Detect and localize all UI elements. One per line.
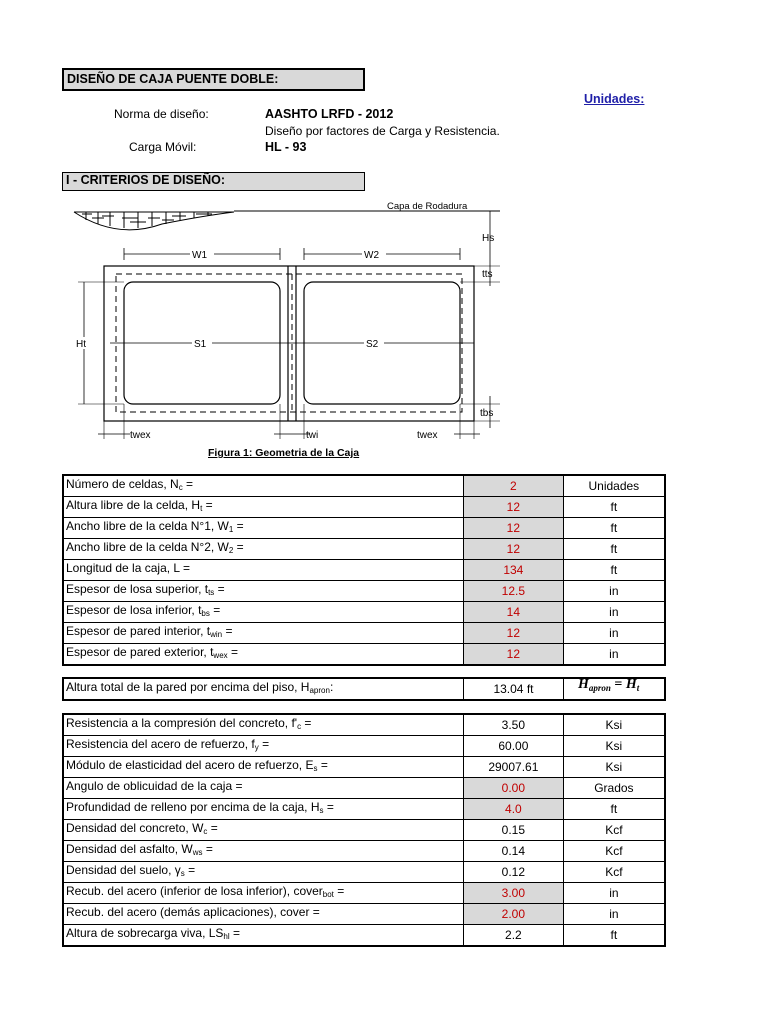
material-row bbox=[63, 757, 665, 778]
label-w2: W2 bbox=[364, 250, 379, 261]
geometry-value-input[interactable]: 134 bbox=[464, 560, 564, 581]
label-twex-left: twex bbox=[130, 430, 151, 441]
geometry-value-input[interactable]: 12 bbox=[464, 644, 564, 666]
geometry-value-input[interactable]: 12 bbox=[464, 539, 564, 560]
material-row bbox=[63, 925, 665, 947]
geometry-label: Espesor de losa superior, tts = bbox=[63, 581, 464, 602]
geometry-row bbox=[63, 475, 665, 497]
label-twi: twi bbox=[306, 430, 319, 441]
units-link[interactable]: Unidades: bbox=[584, 92, 645, 106]
material-value-input[interactable]: 3.00 bbox=[463, 883, 563, 904]
geometry-value-input[interactable]: 12 bbox=[464, 518, 564, 539]
material-value: 3.50 bbox=[463, 714, 563, 736]
geometry-unit: ft bbox=[563, 560, 665, 581]
box-geometry-figure bbox=[62, 196, 512, 458]
doc-title: DISEÑO DE CAJA PUENTE DOBLE: bbox=[62, 68, 365, 91]
geometry-row bbox=[63, 560, 665, 581]
label-tbs: tbs bbox=[480, 408, 494, 419]
material-row bbox=[63, 778, 665, 799]
label-road: Capa de Rodadura bbox=[387, 201, 468, 212]
road-surface-icon bbox=[74, 212, 234, 230]
material-label: Resistencia a la compresión del concreto, f'c = bbox=[63, 714, 463, 736]
geometry-value-input[interactable]: 12.5 bbox=[464, 581, 564, 602]
carga-label: Carga Móvil: bbox=[129, 140, 197, 154]
material-unit: Ksi bbox=[563, 757, 665, 778]
material-row bbox=[63, 736, 665, 757]
material-value: 60.00 bbox=[463, 736, 563, 757]
material-value-input[interactable]: 0.00 bbox=[463, 778, 563, 799]
material-unit: in bbox=[563, 904, 665, 925]
geometry-label: Espesor de pared exterior, twex = bbox=[63, 644, 464, 666]
material-label: Módulo de elasticidad del acero de refuerzo, Es = bbox=[63, 757, 463, 778]
label-s2: S2 bbox=[366, 339, 379, 350]
apron-value: 13.04 ft bbox=[464, 678, 564, 700]
materials-table bbox=[62, 713, 666, 947]
geometry-label: Longitud de la caja, L = bbox=[63, 560, 464, 581]
material-label: Altura de sobrecarga viva, LShl = bbox=[63, 925, 463, 947]
norma-value: AASHTO LRFD - 2012 bbox=[265, 107, 394, 121]
geometry-table bbox=[62, 474, 666, 666]
material-label: Densidad del suelo, γs = bbox=[63, 862, 463, 883]
material-label: Resistencia del acero de refuerzo, fy = bbox=[63, 736, 463, 757]
geometry-row bbox=[63, 518, 665, 539]
geometry-unit: in bbox=[563, 581, 665, 602]
material-unit: Ksi bbox=[563, 714, 665, 736]
material-label: Angulo de oblicuidad de la caja = bbox=[63, 778, 463, 799]
geometry-row bbox=[63, 581, 665, 602]
material-unit: ft bbox=[563, 925, 665, 947]
label-w1: W1 bbox=[192, 250, 207, 261]
material-value: 2.2 bbox=[463, 925, 563, 947]
geometry-value-input[interactable]: 12 bbox=[464, 623, 564, 644]
apron-formula: $H_{apron} = H_t$ bbox=[578, 677, 640, 693]
geometry-unit: Unidades bbox=[563, 475, 665, 497]
material-value: 0.14 bbox=[463, 841, 563, 862]
material-unit: Grados bbox=[563, 778, 665, 799]
geometry-unit: ft bbox=[563, 497, 665, 518]
material-unit: Ksi bbox=[563, 736, 665, 757]
material-row bbox=[63, 862, 665, 883]
geometry-row bbox=[63, 602, 665, 623]
label-twex-right: twex bbox=[417, 430, 438, 441]
label-ht: Ht bbox=[76, 339, 86, 350]
material-label: Densidad del concreto, Wc = bbox=[63, 820, 463, 841]
material-unit: in bbox=[563, 883, 665, 904]
norma-label: Norma de diseño: bbox=[114, 107, 209, 121]
geometry-value-input[interactable]: 14 bbox=[464, 602, 564, 623]
geometry-row bbox=[63, 623, 665, 644]
material-label: Densidad del asfalto, Wws = bbox=[63, 841, 463, 862]
geometry-unit: in bbox=[563, 602, 665, 623]
norma-desc: Diseño por factores de Carga y Resistencia. bbox=[265, 124, 500, 138]
geometry-row bbox=[63, 497, 665, 518]
geometry-value-input[interactable]: 2 bbox=[464, 475, 564, 497]
figure-caption: Figura 1: Geometria de la Caja bbox=[208, 447, 360, 458]
geometry-label: Espesor de pared interior, twin = bbox=[63, 623, 464, 644]
apron-label: Altura total de la pared por encima del piso, Hapron: bbox=[63, 678, 464, 700]
label-hs: Hs bbox=[482, 233, 495, 244]
material-label: Recub. del acero (inferior de losa inferior), coverbot = bbox=[63, 883, 463, 904]
geometry-unit: in bbox=[563, 644, 665, 666]
label-tts: tts bbox=[482, 269, 493, 280]
material-row bbox=[63, 904, 665, 925]
geometry-value-input[interactable]: 12 bbox=[464, 497, 564, 518]
geometry-unit: ft bbox=[563, 539, 665, 560]
material-label: Recub. del acero (demás aplicaciones), cover = bbox=[63, 904, 463, 925]
material-row bbox=[63, 799, 665, 820]
geometry-label: Número de celdas, Nc = bbox=[63, 475, 464, 497]
material-label: Profundidad de relleno por encima de la caja, Hs = bbox=[63, 799, 463, 820]
material-unit: Kcf bbox=[563, 862, 665, 883]
material-value-input[interactable]: 2.00 bbox=[463, 904, 563, 925]
geometry-unit: ft bbox=[563, 518, 665, 539]
material-value-input[interactable]: 4.0 bbox=[463, 799, 563, 820]
geometry-label: Espesor de losa inferior, tbs = bbox=[63, 602, 464, 623]
apron-table bbox=[62, 677, 666, 701]
geometry-row bbox=[63, 644, 665, 666]
material-value: 29007.61 bbox=[463, 757, 563, 778]
label-s1: S1 bbox=[194, 339, 207, 350]
material-row bbox=[63, 883, 665, 904]
carga-value: HL - 93 bbox=[265, 140, 307, 154]
material-unit: ft bbox=[563, 799, 665, 820]
geometry-row bbox=[63, 539, 665, 560]
material-value: 0.12 bbox=[463, 862, 563, 883]
geometry-label: Altura libre de la celda, Ht = bbox=[63, 497, 464, 518]
geometry-label: Ancho libre de la celda N°2, W2 = bbox=[63, 539, 464, 560]
section-criterios-title: I - CRITERIOS DE DISEÑO: bbox=[62, 172, 365, 191]
material-row bbox=[63, 820, 665, 841]
material-unit: Kcf bbox=[563, 841, 665, 862]
geometry-unit: in bbox=[563, 623, 665, 644]
material-unit: Kcf bbox=[563, 820, 665, 841]
material-row bbox=[63, 841, 665, 862]
material-value: 0.15 bbox=[463, 820, 563, 841]
geometry-label: Ancho libre de la celda N°1, W1 = bbox=[63, 518, 464, 539]
apron-row bbox=[63, 678, 665, 700]
material-row bbox=[63, 714, 665, 736]
